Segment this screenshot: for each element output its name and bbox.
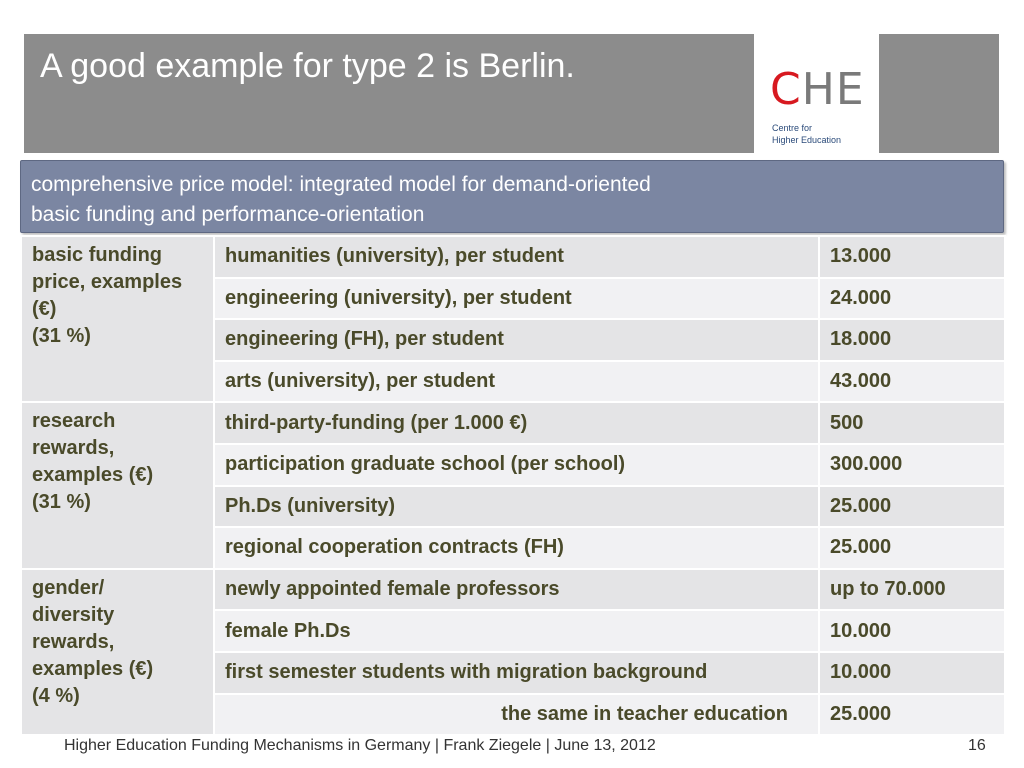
- item-cell: engineering (university), per student: [214, 278, 819, 320]
- logo-letters: [770, 64, 865, 115]
- funding-table: [20, 235, 1006, 736]
- value-cell: 25.000: [819, 486, 1005, 528]
- category-line: price, examples: [32, 271, 183, 293]
- category-line: research: [32, 410, 116, 433]
- category-research-rewards: [21, 402, 214, 568]
- category-line: diversity: [32, 603, 115, 626]
- category-line: (31 %): [32, 491, 91, 514]
- footer-text: Higher Education Funding Mechanisms in Germany | Frank Ziegele | June 13, 2012: [64, 737, 656, 754]
- value-cell: 10.000: [819, 610, 1005, 652]
- logo-line-2: Higher Education: [772, 135, 842, 145]
- item-cell: female Ph.Ds: [214, 610, 819, 652]
- category-line: (31 %): [32, 325, 91, 347]
- slide-title: A good example for type 2 is Berlin.: [40, 47, 575, 85]
- item-cell: arts (university), per student: [214, 361, 819, 403]
- item-cell: third-party-funding (per 1.000 €): [214, 402, 819, 444]
- value-cell: 18.000: [819, 319, 1005, 361]
- value-cell: 10.000: [819, 652, 1005, 694]
- table-row: [21, 236, 1005, 278]
- value-cell: 25.000: [819, 527, 1005, 569]
- logo-line-1: Centre for: [772, 123, 813, 133]
- category-line: (4 %): [32, 684, 80, 707]
- table-row: [21, 402, 1005, 444]
- value-cell: 24.000: [819, 278, 1005, 320]
- value-cell: 500: [819, 402, 1005, 444]
- item-cell: humanities (university), per student: [214, 236, 819, 278]
- category-basic-funding: [21, 236, 214, 402]
- value-cell: 25.000: [819, 694, 1005, 736]
- logo-c: C: [770, 64, 802, 115]
- value-cell: up to 70.000: [819, 569, 1005, 611]
- header-right-strip: [879, 34, 999, 153]
- table-row: [21, 569, 1005, 611]
- value-cell: 300.000: [819, 444, 1005, 486]
- page-number: 16: [968, 737, 986, 754]
- category-line: gender/: [32, 576, 105, 599]
- item-cell: newly appointed female professors: [214, 569, 819, 611]
- item-cell: regional cooperation contracts (FH): [214, 527, 819, 569]
- category-line: examples (€): [32, 464, 154, 487]
- category-line: rewards,: [32, 630, 115, 653]
- item-cell: first semester students with migration background: [214, 652, 819, 694]
- category-gender-diversity: [21, 569, 214, 735]
- category-line: (€): [32, 298, 57, 320]
- intro-line-2: basic funding and performance-orientation: [31, 203, 425, 226]
- logo-he: HE: [801, 64, 865, 115]
- value-cell: 43.000: [819, 361, 1005, 403]
- category-line: examples (€): [32, 657, 154, 680]
- item-cell: engineering (FH), per student: [214, 319, 819, 361]
- item-cell: Ph.Ds (university): [214, 486, 819, 528]
- intro-box: [20, 160, 1004, 233]
- value-cell: 13.000: [819, 236, 1005, 278]
- category-line: basic funding: [32, 244, 162, 266]
- logo-subtitle: [772, 122, 841, 146]
- category-line: rewards,: [32, 437, 115, 460]
- item-cell: participation graduate school (per school): [214, 444, 819, 486]
- item-cell: the same in teacher education: [214, 694, 819, 736]
- intro-line-1: comprehensive price model: integrated model for demand-oriented: [31, 173, 651, 196]
- che-logo: [756, 34, 879, 153]
